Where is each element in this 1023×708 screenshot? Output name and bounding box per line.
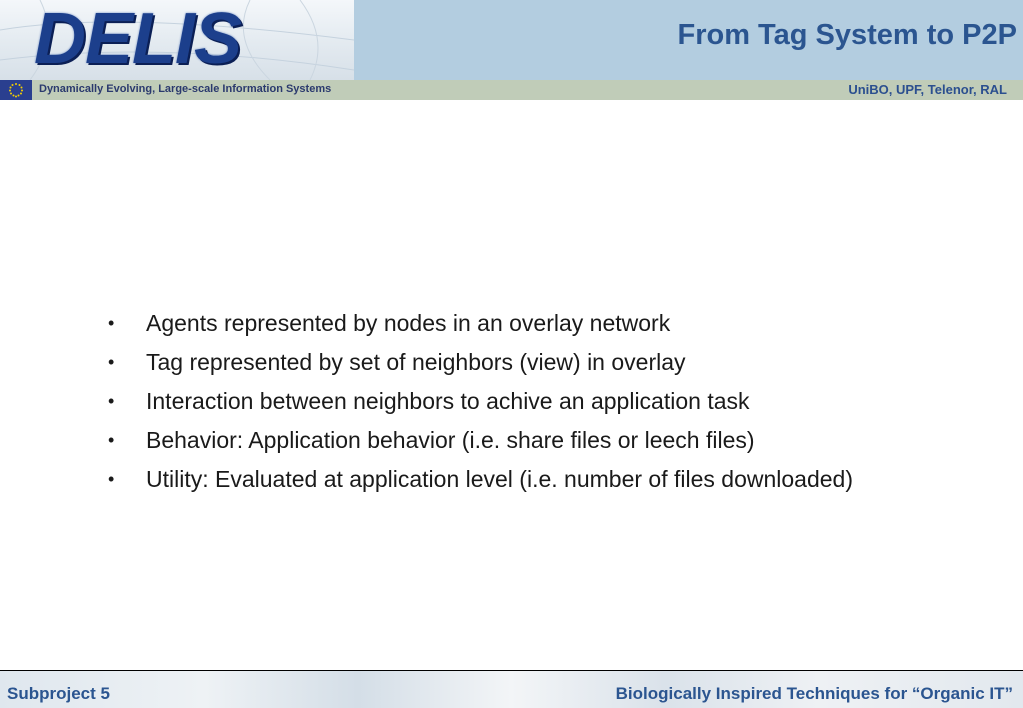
bullet-item [108,386,888,417]
bullet-marker: • [108,469,115,489]
bullet-text: Agents represented by nodes in an overlay network [146,310,671,336]
logo-panel [0,0,354,80]
project-tagline: Dynamically Evolving, Large-scale Information Systems [39,83,332,95]
footer-subproject: Subproject 5 [7,684,110,703]
bullet-marker: • [108,391,115,411]
bullet-marker: • [108,313,115,333]
bullet-text: Behavior: Application behavior (i.e. share files or leech files) [146,427,755,453]
bullet-item [108,308,888,339]
eu-flag-icon [0,80,32,100]
bullet-text: Tag represented by set of neighbors (view) in overlay [146,349,686,375]
bullet-item [108,464,888,495]
bullet-marker: • [108,430,115,450]
bullet-text: Utility: Evaluated at application level (i.e. number of files downloaded) [146,466,853,492]
bullet-item [108,425,888,456]
partners-list: UniBO, UPF, Telenor, RAL [848,82,1007,97]
bullet-item [108,347,888,378]
slide-title: From Tag System to P2P [677,19,1017,51]
delis-logo: DELIS [34,0,242,79]
bullet-list [108,308,888,503]
bullet-marker: • [108,352,115,372]
footer-topic: Biologically Inspired Techniques for “Organic IT” [615,684,1013,703]
bullet-text: Interaction between neighbors to achive an application task [146,388,750,414]
